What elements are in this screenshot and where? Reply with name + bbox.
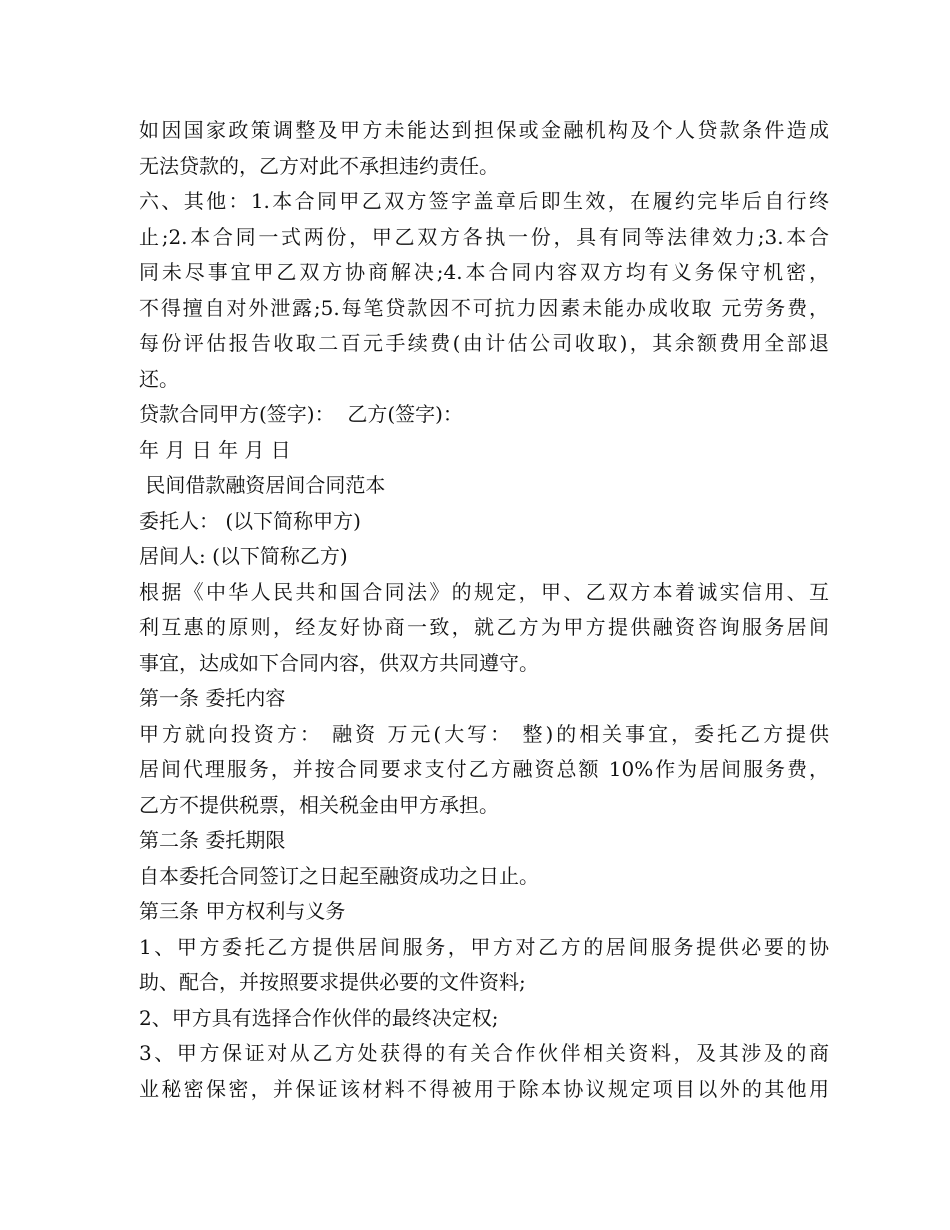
section-title: 民间借款融资居间合同范本: [139, 473, 386, 497]
text-line: 业秘密保密，并保证该材料不得被用于除本协议规定项目以外的其他用: [139, 1076, 829, 1101]
text-line: 自本委托合同签订之日起至融资成功之日止。: [139, 863, 539, 888]
text-line: 无法贷款的，乙方对此不承担违约责任。: [139, 153, 499, 178]
text-line: 根据《中华人民共和国合同法》的规定，甲、乙双方本着诚实信用、互: [139, 579, 829, 604]
text-line: 甲方就向投资方： 融资 万元(大写： 整)的相关事宜，委托乙方提供: [139, 721, 829, 746]
text-line: 每份评估报告收取二百元手续费(由计估公司收取)，其余额费用全部退: [139, 331, 829, 355]
date-line: 年 月 日 年 月 日: [139, 437, 291, 462]
contract-text: [139, 113, 829, 1107]
text-line: 同未尽事宜甲乙双方协商解决;4.本合同内容双方均有义务保守机密，: [139, 260, 829, 284]
principal-line: 委托人： (以下简称甲方): [139, 508, 361, 533]
article-heading: 第一条 委托内容: [139, 686, 286, 710]
signature-line: 贷款合同甲方(签字)： 乙方(签字)：: [139, 402, 463, 426]
text-line: 助、配合，并按照要求提供必要的文件资料;: [139, 970, 526, 994]
text-line: 止;2.本合同一式两份，甲乙双方各执一份，具有同等法律效力;3.本合: [139, 224, 829, 249]
text-line: 还。: [139, 366, 179, 391]
article-heading: 第三条 甲方权利与义务: [139, 899, 346, 923]
text-line: 如因国家政策调整及甲方未能达到担保或金融机构及个人贷款条件造成: [139, 118, 829, 142]
text-line: 不得擅自对外泄露;5.每笔贷款因不可抗力因素未能办成收取 元劳务费，: [139, 295, 829, 320]
intermediary-line: 居间人: (以下简称乙方): [139, 544, 348, 568]
text-line: 3、甲方保证对从乙方处获得的有关合作伙伴相关资料，及其涉及的商: [139, 1041, 829, 1065]
text-line: 1、甲方委托乙方提供居间服务，甲方对乙方的居间服务提供必要的协: [139, 934, 829, 959]
text-line: 事宜，达成如下合同内容，供双方共同遵守。: [139, 650, 539, 675]
text-line: 居间代理服务，并按合同要求支付乙方融资总额 10%作为居间服务费，: [139, 757, 829, 781]
article-heading: 第二条 委托期限: [139, 828, 286, 852]
text-line: 利互惠的原则，经友好协商一致，就乙方为甲方提供融资咨询服务居间: [139, 615, 829, 639]
text-line: 2、甲方具有选择合作伙伴的最终决定权;: [139, 1005, 499, 1030]
text-line: 乙方不提供税票，相关税金由甲方承担。: [139, 792, 499, 817]
text-line: 六、其他：1.本合同甲乙双方签字盖章后即生效，在履约完毕后自行终: [139, 189, 829, 213]
